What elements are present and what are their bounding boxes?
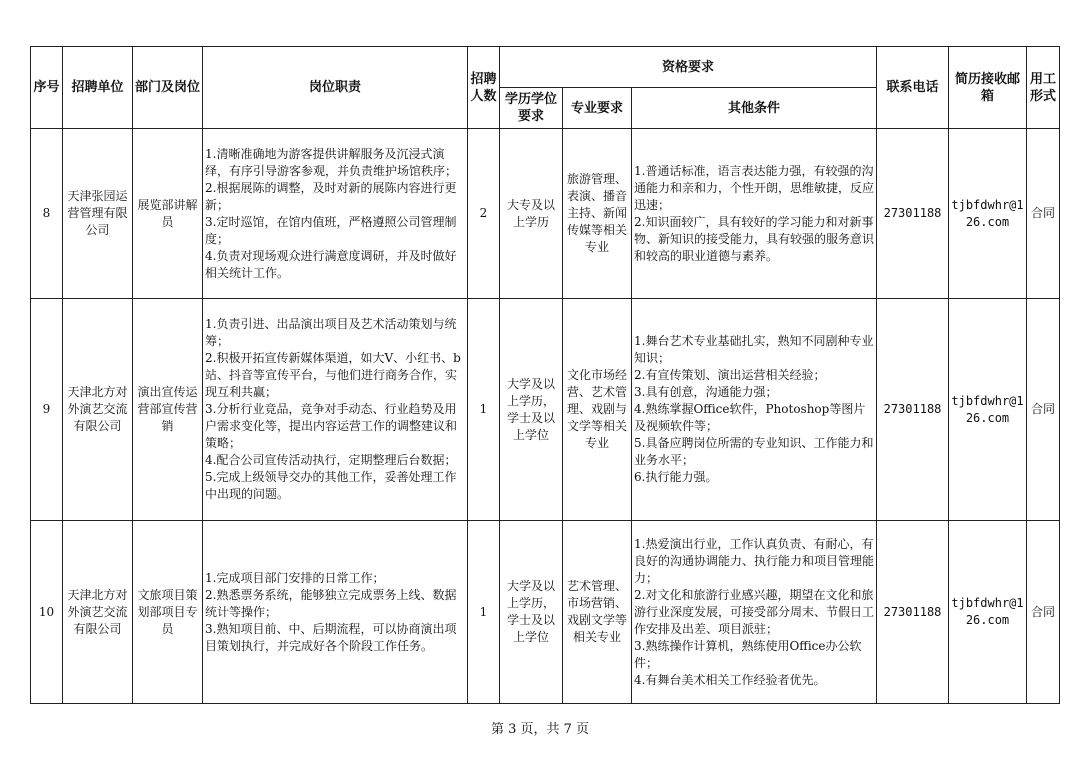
- duty-line: 3.分析行业竞品，竞争对手动态、行业趋势及用户需求变化等，提出内容运营工作的调整建议和策略；: [205, 402, 458, 450]
- header-count: 招聘人数: [468, 47, 500, 129]
- table-row: [31, 521, 1060, 704]
- cell-seq: 8: [31, 129, 63, 299]
- cell-email: tjbfdwhr@126.com: [949, 129, 1027, 299]
- other-line: 1.舞台艺术专业基础扎实，熟知不同剧种专业知识；: [634, 334, 874, 365]
- cell-other: [632, 299, 877, 521]
- recruitment-table: [30, 46, 1060, 704]
- cell-phone: 27301188: [877, 299, 949, 521]
- cell-other: [632, 129, 877, 299]
- other-line: 4.熟练掌握Office软件，Photoshop等图片及视频软件等；: [634, 402, 866, 433]
- cell-education: 大专及以上学历: [500, 129, 563, 299]
- cell-phone: 27301188: [877, 129, 949, 299]
- header-education: 学历学位要求: [500, 88, 563, 129]
- page-number: 第 3 页，共 7 页: [490, 722, 590, 737]
- other-line: 4.有舞台美术相关工作经验者优先。: [634, 672, 826, 687]
- cell-dept: 展览部讲解员: [133, 129, 203, 299]
- header-phone: 联系电话: [877, 47, 949, 129]
- other-line: 2.有宣传策划、演出运营相关经验；: [634, 368, 826, 382]
- duty-line: 2.根据展陈的调整，及时对新的展陈内容进行更新；: [205, 180, 457, 212]
- cell-duties: [203, 129, 468, 299]
- header-email: 简历接收邮箱: [949, 47, 1027, 129]
- other-line: 3.熟练操作计算机，熟练使用Office办公软件；: [634, 638, 862, 670]
- other-line: 6.执行能力强。: [634, 470, 718, 484]
- header-qualification: 资格要求: [500, 47, 877, 88]
- duty-line: 2.熟悉票务系统，能够独立完成票务上线、数据统计等操作；: [205, 587, 457, 619]
- header-seq: 序号: [31, 47, 63, 129]
- header-dept: 部门及岗位: [133, 47, 203, 129]
- duty-line: 3.熟知项目前、中、后期流程，可以协商演出项目策划执行，并完成好各个阶段工作任务。: [205, 621, 457, 653]
- table-row: [31, 299, 1060, 521]
- header-major: 专业要求: [563, 88, 632, 129]
- cell-other: [632, 521, 877, 704]
- cell-unit: 天津张园运营管理有限公司: [63, 129, 133, 299]
- cell-major: 艺术管理、市场营销、戏剧文学等相关专业: [563, 521, 632, 704]
- cell-education: 大学及以上学历，学士及以上学位: [500, 521, 563, 704]
- duty-line: 4.负责对现场观众进行满意度调研，并及时做好相关统计工作。: [205, 248, 457, 280]
- other-line: 2.知识面较广，具有较好的学习能力和对新事物、新知识的接受能力，具有较强的服务意识和较高的职业道德与素养。: [634, 214, 875, 263]
- cell-duties: [203, 521, 468, 704]
- cell-unit: 天津北方对外演艺交流有限公司: [63, 521, 133, 704]
- duty-line: 1.负责引进、出品演出项目及艺术活动策划与统筹；: [205, 317, 457, 348]
- duty-line: 4.配合公司宣传活动执行，定期整理后台数据；: [205, 453, 457, 467]
- cell-count: 2: [468, 129, 500, 299]
- duty-line: 1.清晰准确地为游客提供讲解服务及沉浸式演绎，有序引导游客参观，并负责维护场馆秩序；: [205, 146, 458, 178]
- other-line: 5.具备应聘岗位所需的专业知识、工作能力和业务水平；: [634, 436, 874, 467]
- other-line: 1.普通话标准，语言表达能力强，有较强的沟通能力和亲和力，个性开朗，思维敏捷，反应迅速；: [634, 163, 875, 212]
- duty-line: 2.积极开拓宣传新媒体渠道，如大V、小红书、b站、抖音等宣传平台，与他们进行商务合作，实现互利共赢；: [205, 351, 461, 399]
- cell-seq: 10: [31, 521, 63, 704]
- duty-line: 3.定时巡馆，在馆内值班，严格遵照公司管理制度；: [205, 214, 457, 246]
- header-other: 其他条件: [632, 88, 877, 129]
- cell-count: 1: [468, 299, 500, 521]
- cell-phone: 27301188: [877, 521, 949, 704]
- other-line: 2.对文化和旅游行业感兴趣，期望在文化和旅游行业深度发展，可接受部分周末、节假日工作安排及出差、项目派驻；: [634, 587, 875, 636]
- table-row: [31, 129, 1060, 299]
- cell-seq: 9: [31, 299, 63, 521]
- cell-duties: [203, 299, 468, 521]
- cell-employment: 合同: [1027, 129, 1060, 299]
- cell-employment: 合同: [1027, 521, 1060, 704]
- duty-line: 1.完成项目部门安排的日常工作；: [205, 570, 385, 585]
- header-employment: 用工形式: [1027, 47, 1060, 129]
- cell-unit: 天津北方对外演艺交流有限公司: [63, 299, 133, 521]
- cell-major: 旅游管理、表演、播音主持、新闻传媒等相关专业: [563, 129, 632, 299]
- cell-education: 大学及以上学历，学士及以上学位: [500, 299, 563, 521]
- cell-count: 1: [468, 521, 500, 704]
- cell-dept: 演出宣传运营部宣传营销: [133, 299, 203, 521]
- header-unit: 招聘单位: [63, 47, 133, 129]
- cell-employment: 合同: [1027, 299, 1060, 521]
- cell-email: tjbfdwhr@126.com: [949, 521, 1027, 704]
- cell-email: tjbfdwhr@126.com: [949, 299, 1027, 521]
- cell-major: 文化市场经营、艺术管理、戏剧与文学等相关专业: [563, 299, 632, 521]
- duty-line: 5.完成上级领导交办的其他工作，妥善处理工作中出现的问题。: [205, 470, 457, 501]
- cell-dept: 文旅项目策划部项目专员: [133, 521, 203, 704]
- other-line: 1.热爱演出行业，工作认真负责、有耐心，有良好的沟通协调能力、执行能力和项目管理能力；: [634, 536, 875, 585]
- header-duties: 岗位职责: [203, 47, 468, 129]
- other-line: 3.具有创意，沟通能力强；: [634, 385, 778, 399]
